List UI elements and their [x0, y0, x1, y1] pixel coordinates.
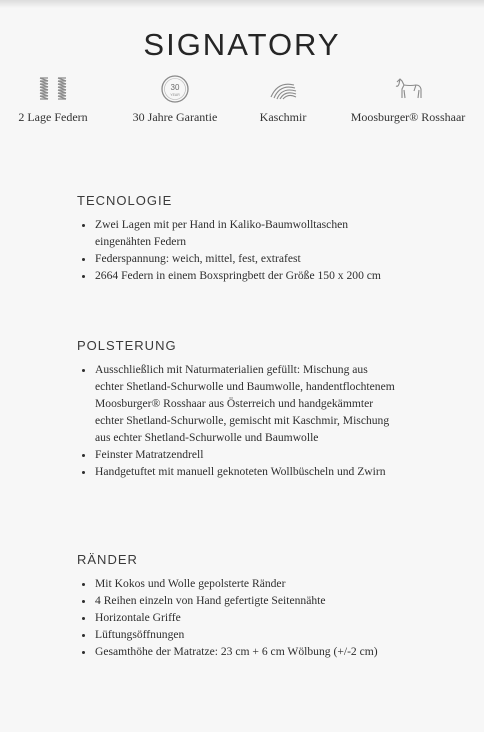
list-item: • Ausschließlich mit Naturmaterialien gefüllt: Mischung aus echter Shetland-Schurwolle und Baumwolle, handentflochtenem Moosburger® Rosshaar aus Österreich und handgekämmter echter Shetland-Schurwolle, gemischt mit Kaschmir, Mischung aus echter Shetland-Schurwolle und Baumwolle — [95, 361, 397, 446]
section-technology — [77, 193, 397, 284]
feature-label: Kaschmir — [259, 110, 307, 124]
list-item: • 2664 Federn in einem Boxspringbett der Größe 150 x 200 cm — [95, 267, 397, 284]
feature-horsehair — [340, 74, 476, 125]
cashmere-wool-icon — [268, 77, 298, 101]
bullet-list — [77, 361, 397, 480]
spring-icon — [37, 75, 69, 103]
feature-cashmere — [250, 74, 316, 125]
feature-springs — [12, 74, 94, 125]
section-edges — [77, 552, 397, 660]
section-heading: TECNOLOGIE — [77, 193, 173, 208]
warranty-badge-icon — [160, 74, 190, 104]
feature-label: 30 Jahre Garantie — [132, 110, 218, 124]
section-upholstery — [77, 338, 397, 480]
bullet-list — [77, 216, 397, 284]
list-item: • Gesamthöhe der Matratze: 23 cm + 6 cm Wölbung (+/-2 cm) — [95, 643, 397, 660]
section-heading: POLSTERUNG — [77, 338, 177, 353]
list-item: • Mit Kokos und Wolle gepolsterte Ränder — [95, 575, 397, 592]
badge-number: 30 — [170, 83, 180, 92]
feature-icons-row — [0, 74, 484, 134]
badge-sub: YEAR — [170, 93, 180, 97]
list-item: • 4 Reihen einzeln von Hand gefertigte Seitennähte — [95, 592, 397, 609]
list-item: • Zwei Lagen mit per Hand in Kaliko-Baumwolltaschen eingenähten Federn — [95, 216, 397, 250]
list-item: • Horizontale Griffe — [95, 609, 397, 626]
list-item: • Handgetuftet mit manuell geknoteten Wollbüscheln und Zwirn — [95, 463, 397, 480]
feature-warranty — [122, 74, 228, 125]
top-shadow — [0, 0, 484, 8]
page-title: SIGNATORY — [143, 26, 341, 62]
feature-label: Moosburger® Rosshaar — [350, 110, 466, 124]
list-item: • Lüftungsöffnungen — [95, 626, 397, 643]
list-item: • Federspannung: weich, mittel, fest, extrafest — [95, 250, 397, 267]
list-item: • Feinster Matratzendrell — [95, 446, 397, 463]
feature-label: 2 Lage Federn — [18, 110, 88, 124]
horse-icon — [392, 76, 424, 102]
bullet-list — [77, 575, 397, 660]
section-heading: RÄNDER — [77, 552, 138, 567]
